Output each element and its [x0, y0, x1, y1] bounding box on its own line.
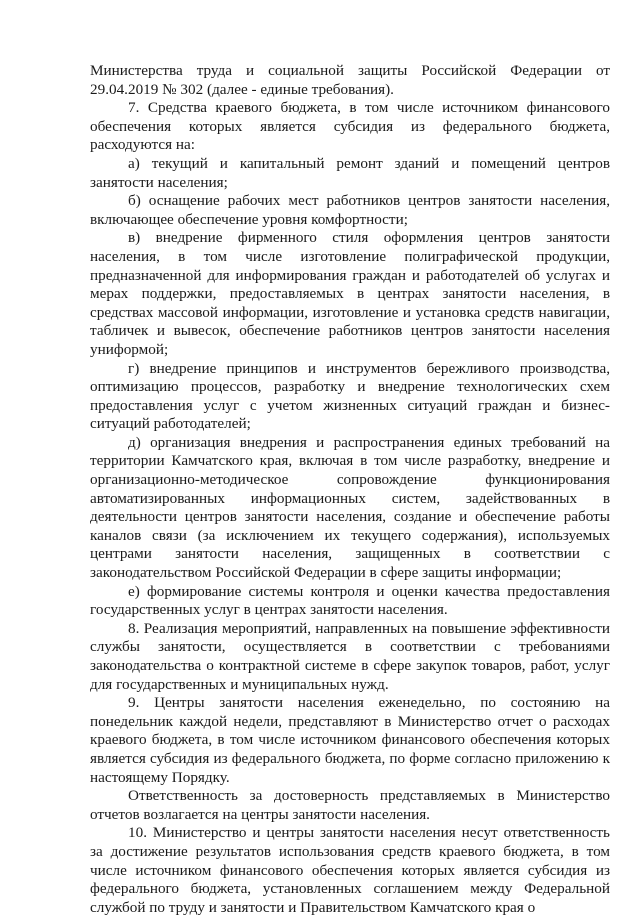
paragraph-item-9: 9. Центры занятости населения еженедельно, по состоянию на понедельник каждой недели, представляют в Министерство отчет о расходах краевого бюджета, в том числе источником финансового обеспечения которых является субсидия из федерального бюджета, по форме согласно приложению к настоящему Порядку. [90, 694, 610, 786]
paragraph-subitem-d: д) организация внедрения и распространения единых требований на территории Камчатского края, включая в том числе разработку, внедрение и организационно-методическое сопровождение функционирования автоматизированных информационных систем, задействованных в деятельности центров занятости населения, создание и обеспечение работы каналов связи (за исключением их текущего содержания), используемых центрами занятости населения, защищенных в соответствии с законодательством Российской Федерации в сфере защиты информации; [90, 433, 610, 582]
paragraph-responsibility: Ответственность за достоверность представляемых в Министерство отчетов возлагается на центры занятости населения. [90, 787, 610, 823]
paragraph-subitem-b: б) оснащение рабочих мест работников центров занятости населения, включающее обеспечение уровня комфортности; [90, 192, 610, 228]
paragraph-regulation-reference: Министерства труда и социальной защиты Российской Федерации от 29.04.2019 № 302 (далее - единые требования). [90, 62, 610, 98]
paragraph-subitem-a: а) текущий и капитальный ремонт зданий и помещений центров занятости населения; [90, 154, 610, 191]
paragraph-subitem-v: в) внедрение фирменного стиля оформления центров занятости населения, в том числе изготовление полиграфической продукции, предназначенной для информирования граждан и работодателей об услугах и мерах поддержки, предоставляемых в центрах занятости населения, в средствах массовой информации, изготовление и установка средств навигации, табличек и вывесок, обеспечение работников центров занятости населения униформой; [90, 229, 610, 358]
paragraph-item-7: 7. Средства краевого бюджета, в том числе источником финансового обеспечения которых является субсидия из федерального бюджета, расходуются на: [90, 99, 610, 154]
paragraph-item-8: 8. Реализация мероприятий, направленных на повышение эффективности службы занятости, осуществляется в соответствии с требованиями законодательства о контрактной системе в сфере закупок товаров, работ, услуг для государственных и муниципальных нужд. [90, 619, 610, 693]
document-page [90, 62, 610, 917]
paragraph-subitem-e: е) формирование системы контроля и оценки качества предоставления государственных услуг в центрах занятости населения. [90, 582, 610, 619]
paragraph-item-10: 10. Министерство и центры занятости населения несут ответственность за достижение результатов использования средств краевого бюджета, в том числе источником финансового обеспечения которых является субсидия из федерального бюджета, установленных соглашением между Федеральной службой по труду и занятости и Правительством Камчатского края о [90, 824, 610, 916]
paragraph-subitem-g: г) внедрение принципов и инструментов бережливого производства, оптимизацию процессов, разработку и внедрение технологических схем предоставления услуг с учетом жизненных ситуаций граждан и бизнес-ситуаций работодателей; [90, 359, 610, 433]
